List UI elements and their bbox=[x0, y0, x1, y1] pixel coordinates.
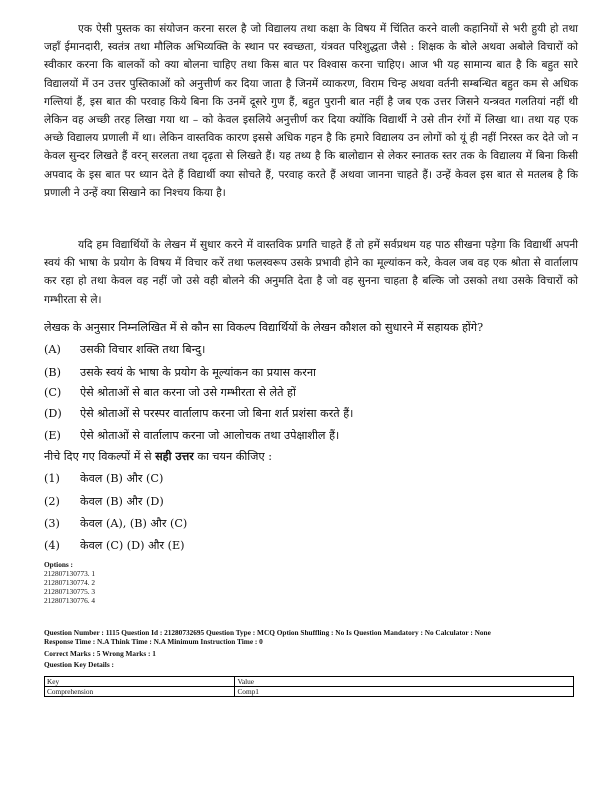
statement-label: (E) bbox=[44, 429, 61, 442]
meta-line-1: Question Number : 1115 Question Id : 21280732695 Question Type : MCQ Option Shuffling : No Is Question Mandatory : No Calculator : None bbox=[44, 628, 491, 637]
choice-label: (1) bbox=[44, 472, 60, 485]
option-id-1: 212807130773. 1 bbox=[44, 569, 96, 578]
statement-d bbox=[44, 406, 353, 422]
choice-label: (3) bbox=[44, 517, 60, 530]
option-id-4: 212807130776. 4 bbox=[44, 596, 96, 605]
statement-label: (A) bbox=[44, 343, 61, 356]
statement-a bbox=[44, 342, 205, 358]
choice-text: केवल (C) (D) और (E) bbox=[80, 539, 185, 552]
table-cell-key: Comprehension bbox=[45, 687, 235, 697]
option-id-2: 212807130774. 2 bbox=[44, 578, 96, 587]
statement-text: ऐसे श्रोताओं से बात करना जो उसे गम्भीरता से लेते हों bbox=[80, 386, 296, 399]
table-cell-value: Comp1 bbox=[235, 687, 574, 697]
statement-text: उसके स्वयं के भाषा के प्रयोग के मूल्यांकन का प्रयास करना bbox=[80, 366, 316, 379]
key-details-table bbox=[44, 676, 574, 697]
choice-2 bbox=[44, 494, 164, 510]
instruction-after: का चयन कीजिए : bbox=[193, 450, 272, 463]
statement-label: (B) bbox=[44, 366, 61, 379]
statement-b bbox=[44, 365, 316, 381]
statement-text: उसकी विचार शक्ति तथा बिन्दु। bbox=[80, 343, 206, 356]
choice-label: (2) bbox=[44, 495, 60, 508]
table-header-value: Value bbox=[235, 677, 574, 687]
choice-text: केवल (A), (B) और (C) bbox=[80, 517, 188, 530]
passage-paragraph-2: यदि हम विद्यार्थियों के लेखन में सुधार करने में वास्तविक प्रगति चाहते हैं तो हमें सर्वप्रथम यह पाठ सीखना पड़ेगा कि विद्यार्थी अपनी स्वयं की भाषा के प्रयोग के विषय में विचार करें तथा फलस्वरूप उसके प्रभावी होने का मूल्यांकन करे, केवल जब वह एक श्रोता से वार्तालाप कर रहा हो तथा केवल वह नहीं जो उसे वही बोलने की अनुमति देता है जो वह सुनना चाहता है बल्कि जो उसको तथा उसके विचारों को गम्भीरता से ले। bbox=[44, 239, 578, 306]
statement-label: (D) bbox=[44, 407, 62, 420]
meta-line-2: Response Time : N.A Think Time : N.A Minimum Instruction Time : 0 bbox=[44, 637, 263, 646]
instruction bbox=[44, 449, 272, 464]
choice-1 bbox=[44, 471, 163, 487]
options-heading: Options : bbox=[44, 560, 73, 569]
option-id-3: 212807130775. 3 bbox=[44, 587, 96, 596]
statement-label: (C) bbox=[44, 386, 62, 399]
instruction-before: नीचे दिए गए विकल्पों में से bbox=[44, 450, 156, 463]
question-text: लेखक के अनुसार निम्नलिखित में से कौन सा विकल्प विद्यार्थियों के लेखन कौशल को सुधारने में सहायक होंगे? bbox=[44, 321, 484, 334]
choice-text: केवल (B) और (C) bbox=[80, 472, 164, 485]
table-header-key: Key bbox=[45, 677, 235, 687]
passage-paragraph-1: एक ऐसी पुस्तक का संयोजन करना सरल है जो विद्यालय तथा कक्षा के विषय में चिंतित करने वाली कहानियों से भरी हुयी हो तथा जहाँ ईमानदारी, स्वतंत्र तथा मौलिक अभिव्यक्ति के स्थान पर स्वच्छता, यंत्रवत परिशुद्धता जैसे : शिक्षक के बोले अथवा अबोले विचारों को स्वीकार करना कि बालकों को क्या बोलना चाहिए तथा किस बात पर विश्वास करना चाहिए। आज भी यह सामान्य बात है कि बहुत सारे विद्यालयों में उन उत्तर पुस्तिकाओं को अनुत्तीर्ण कर दिया जाता है जिनमें व्याकरण, विराम चिन्ह अथवा वर्तनी सम्बन्धित बहुत कम से अधिक गल्तियां हैं, इस बात की परवाह किये बिना कि उनमें दूसरे गुण हैं, बहुत पुरानी बात नहीं है जब एक उत्तर जिसने यन्त्रवत गलतियां नहीं थी लेकिन वह अच्छी तरह लिखा गया था – को केवल इसलिये अनुत्तीर्ण कर दिया क्योंकि विद्यार्थी ने उसे तीन रंगों में लिखा था। तथा यह एक अच्छे विद्यालय प्रणाली में था। लेकिन वास्तविक कारण इससे अधिक गहन है कि हमारे विद्यालय उन लोगों को यूं ही नहीं निरस्त कर देते जो न केवल सुन्दर लिखते हैं वरन् सरलता तथा दृढ़ता से लिखते हैं। यह तथ्य है कि बालोद्यान से लेकर स्नातक स्तर तक के विद्यालय में बिना किसी अपवाद के इस बात पर ध्यान देते हैं विद्यार्थी क्या सोचते हैं, परवाह करते हैं अथवा जानना चाहते हैं। उन्हें केवल इस बात से मतलब है कि प्रणाली ने उन्हें क्या सिखाने का निश्चय किया है। bbox=[44, 23, 578, 199]
statement-c bbox=[44, 385, 296, 401]
choice-label: (4) bbox=[44, 539, 60, 552]
statement-text: ऐसे श्रोताओं से परस्पर वार्तालाप करना जो बिना शर्त प्रशंसा करते हैं। bbox=[80, 407, 354, 420]
instruction-bold: सही उत्तर bbox=[155, 449, 194, 463]
statement-text: ऐसे श्रोताओं से वार्तालाप करना जो आलोचक तथा उपेक्षाशील हैं। bbox=[80, 429, 340, 442]
choice-4 bbox=[44, 538, 185, 554]
key-details-heading: Question Key Details : bbox=[44, 660, 114, 669]
table-header-row bbox=[45, 677, 574, 687]
marks-line: Correct Marks : 5 Wrong Marks : 1 bbox=[44, 649, 156, 658]
choice-3 bbox=[44, 516, 187, 532]
statement-e bbox=[44, 428, 339, 444]
choice-text: केवल (B) और (D) bbox=[80, 495, 164, 508]
table-row bbox=[45, 687, 574, 697]
